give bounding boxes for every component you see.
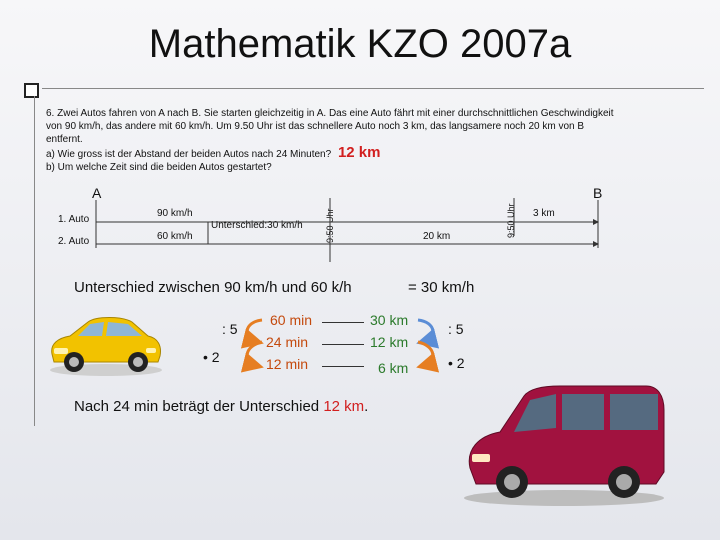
multiply-right: • 2 (448, 355, 465, 371)
distance-car1-label: 3 km (533, 208, 555, 219)
divide-right: : 5 (448, 321, 464, 337)
arrow-right-bottom (418, 342, 433, 366)
distance-car2-label: 20 km (423, 231, 451, 242)
distance-value-3: 6 km (378, 360, 409, 376)
distance-value-2: 12 km (370, 334, 409, 350)
multiply-left: • 2 (203, 349, 220, 365)
time-value-2: 24 min (266, 334, 309, 350)
red-van-icon (460, 376, 668, 508)
car2-label: 2. Auto (58, 236, 90, 247)
question-b: b) Um welche Zeit sind die beiden Autos gestartet? (46, 162, 272, 173)
slide-title: Mathematik KZO 2007a (148, 22, 572, 66)
arrow-left-top (247, 320, 262, 342)
conclusion (74, 398, 368, 415)
yellow-car-icon (44, 310, 166, 378)
point-a-label: A (92, 185, 102, 201)
difference-label: Unterschied:30 km/h (211, 220, 303, 231)
conclusion-text: Nach 24 min beträgt der Unterschied (74, 398, 320, 415)
time-marker-label-left: 9:50 Uhr (325, 208, 335, 243)
problem-line-3: entfernt. (46, 134, 83, 145)
problem-line-1: 6. Zwei Autos fahren von A nach B. Sie starten gleichzeitig in A. Das eine Auto fährt mit einer durchschnittlichen Geschwindigkeit (46, 108, 614, 119)
divide-left: : 5 (222, 321, 238, 337)
arrow-left-bottom (247, 342, 262, 366)
time-marker-label-right: 9:50 Uhr (506, 203, 516, 238)
time-value-3: 12 min (266, 356, 309, 372)
conclusion-period: . (364, 398, 369, 415)
question-a-text: a) Wie gross ist der Abstand der beiden Autos nach 24 Minuten? (46, 149, 332, 160)
point-b-label: B (593, 185, 603, 201)
speed2-label: 60 km/h (157, 231, 193, 242)
answer-a: 12 km (337, 144, 381, 161)
time-value-1: 60 min (270, 312, 313, 328)
speed1-label: 90 km/h (157, 208, 193, 219)
problem-line-2: von 90 km/h, das andere mit 60 km/h. Um 9.50 Uhr ist das schnellere Auto noch 3 km, das langsamere noch 20 km von B (46, 121, 585, 132)
calc-heading: Unterschied zwischen 90 km/h und 60 k/h (74, 279, 352, 296)
arrow-right-top (418, 320, 433, 342)
distance-value-1: 30 km (370, 312, 409, 328)
calc-heading-result: = 30 km/h (408, 279, 475, 296)
car1-label: 1. Auto (58, 214, 90, 225)
conclusion-value: 12 km (323, 398, 365, 415)
